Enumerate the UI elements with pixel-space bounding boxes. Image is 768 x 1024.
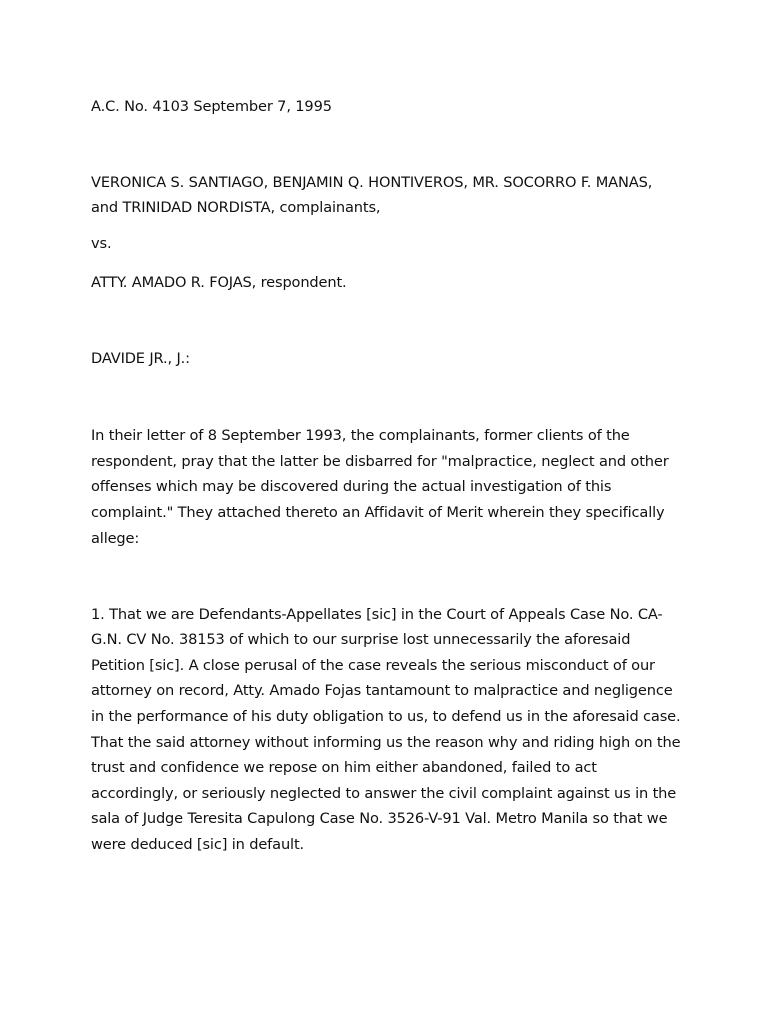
paragraph-line: in the performance of his duty obligation to us, to defend us in the aforesaid case. xyxy=(91,708,681,725)
paragraph-line: complaint." They attached thereto an Affidavit of Merit wherein they specifically xyxy=(91,504,665,521)
paragraph-line: trust and confidence we repose on him either abandoned, failed to act xyxy=(91,759,597,776)
respondent-line: ATTY. AMADO R. FOJAS, respondent. xyxy=(91,274,347,291)
paragraph-line: offenses which may be discovered during the actual investigation of this xyxy=(91,478,612,495)
paragraph-line: respondent, pray that the latter be disbarred for "malpractice, neglect and other xyxy=(91,453,669,470)
parties-line: VERONICA S. SANTIAGO, BENJAMIN Q. HONTIVEROS, MR. SOCORRO F. MANAS, xyxy=(91,174,653,191)
versus-label: vs. xyxy=(91,235,112,252)
paragraph-line: accordingly, or seriously neglected to answer the civil complaint against us in the xyxy=(91,785,677,802)
paragraph-line: That the said attorney without informing us the reason why and riding high on the xyxy=(91,734,681,751)
ponente: DAVIDE JR., J.: xyxy=(91,350,190,367)
paragraph-line: allege: xyxy=(91,530,140,547)
paragraph-line: attorney on record, Atty. Amado Fojas tantamount to malpractice and negligence xyxy=(91,682,673,699)
paragraph-line: In their letter of 8 September 1993, the complainants, former clients of the xyxy=(91,427,630,444)
case-heading: A.C. No. 4103 September 7, 1995 xyxy=(91,98,332,115)
paragraph-line: G.N. CV No. 38153 of which to our surprise lost unnecessarily the aforesaid xyxy=(91,631,631,648)
paragraph-line: sala of Judge Teresita Capulong Case No. 3526-V-91 Val. Metro Manila so that we xyxy=(91,810,668,827)
parties-line: and TRINIDAD NORDISTA, complainants, xyxy=(91,199,381,216)
paragraph-line: 1. That we are Defendants-Appellates [sic] in the Court of Appeals Case No. CA- xyxy=(91,606,663,623)
paragraph-line: Petition [sic]. A close perusal of the case reveals the serious misconduct of our xyxy=(91,657,655,674)
paragraph-line: were deduced [sic] in default. xyxy=(91,836,305,853)
